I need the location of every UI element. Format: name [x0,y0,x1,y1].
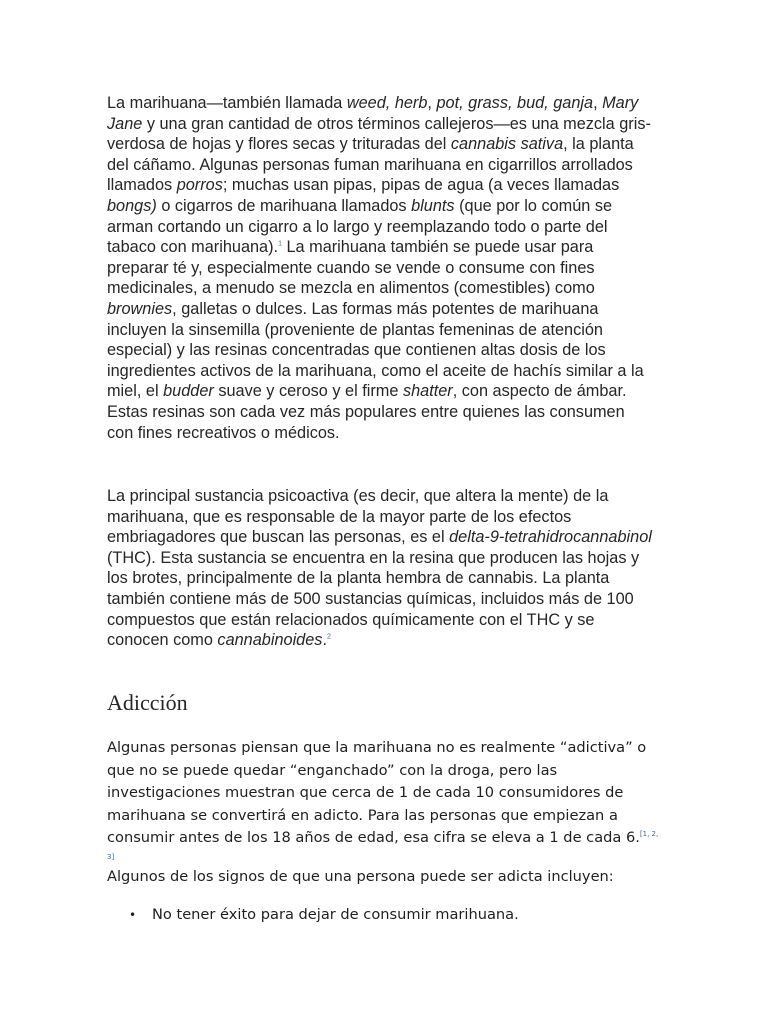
italic-term: delta-9-tetrahidrocannabinol [449,528,652,547]
text-span: Algunas personas piensan que la marihuana no es realmente “adictiva” o que no se puede quedar “enganchado” con la droga, pero las investigaciones muestran que cerca de 1 de cada 10 consumidores de marihuana se convertirá en adicto. Para las personas que empiezan a consumir antes de los 18 años de edad, esa cifra se eleva a 1 de cada 6. [107,739,647,847]
text-span: . [322,631,327,650]
signs-intro-paragraph: Algunos de los signos de que una persona puede ser adicta incluyen: [107,868,614,885]
italic-term: pot, grass, bud, ganja [436,94,594,112]
italic-term: weed, herb [346,94,428,112]
addiction-paragraph [107,737,667,873]
italic-term: budder [163,382,214,401]
text-span: La principal sustancia psicoactiva (es decir, que altera la mente) de la marihuana, que es responsable de la mayor parte de los efectos embriagadores que buscan las personas, es el [107,487,609,547]
text-span: ; muchas usan pipas, pipas de agua (a veces llamadas [222,176,620,195]
bullet-icon: • [129,908,137,922]
thc-paragraph [107,486,655,651]
text-span: , la planta del cáñamo. Algunas personas fuman marihuana en cigarrillos arrollados llamados [107,135,634,195]
footnote-ref-link[interactable]: 1 [278,240,282,248]
text-span: La marihuana—también llamada [107,94,347,112]
text-span: , [427,94,437,112]
text-span: (THC). Esta sustancia se encuentra en la resina que producen las hojas y los brotes, principalmente de la planta hembra de cannabis. La planta también contiene más de 500 sustancias químicas, incluidos más de 100 compuestos que están relacionados químicamente con el THC y se conocen como [107,548,640,650]
text-span: La marihuana también se puede usar para preparar té y, especialmente cuando se vende o consume con fines medicinales, a menudo se mezcla en alimentos (comestibles) como [107,238,595,298]
text-span: suave y ceroso y el firme [213,382,403,401]
footnote-ref-link[interactable]: 2 [326,633,331,641]
italic-term: porros [176,176,223,195]
section-heading-addiction: Adicción [107,690,188,715]
italic-term: cannabinoides [217,631,323,650]
text-span: y una gran cantidad de otros términos callejeros—es una mezcla gris-verdosa de hojas y flores secas y trituradas del [107,114,651,154]
italic-term: bongs) [107,196,157,215]
text-span: (que por lo común se arman cortando un cigarro a lo largo y reemplazando todo o parte del tabaco con marihuana). [107,196,613,257]
italic-term: blunts [411,196,455,215]
text-span: , [593,94,603,112]
text-span: o cigarros de marihuana llamados [156,196,412,215]
footnote-ref-link[interactable]: [1, 2, 3] [107,830,659,862]
intro-paragraph [107,93,655,443]
italic-term: Mary Jane [107,94,639,133]
italic-term: shatter [402,382,453,401]
italic-term: brownies [107,299,173,318]
signs-list [107,904,519,927]
list-item [107,904,519,927]
text-span: , con aspecto de ámbar. Estas resinas son cada vez más populares entre quienes las consumen con fines recreativos o médicos. [107,382,627,442]
text-span: , galletas o dulces. Las formas más potentes de marihuana incluyen la sinsemilla (proveniente de plantas femeninas de atención especial) y las resinas concentradas que contienen altas dosis de los ingredientes activos de la marihuana, como el aceite de hachís similar a la miel, el [107,299,644,401]
list-item-text: No tener éxito para dejar de consumir marihuana. [152,906,519,923]
italic-term: cannabis sativa [450,135,564,154]
